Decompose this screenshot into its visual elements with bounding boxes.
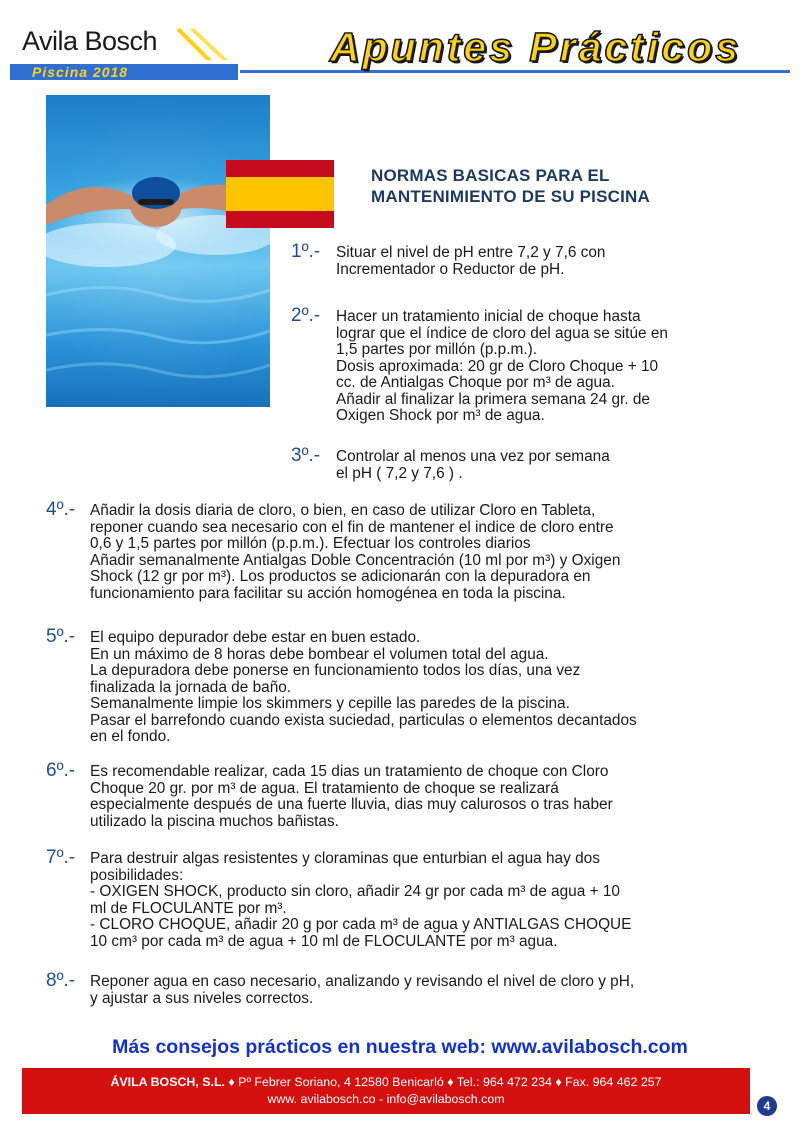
swimmer-photo	[46, 95, 270, 407]
footer-address: ♦ Pº Febrer Soriano, 4 12580 Benicarló ♦ Tel.: 964 472 234 ♦ Fax. 964 462 257	[224, 1075, 662, 1089]
item-line: Incrementador o Reductor de pH.	[336, 260, 565, 278]
list-item	[336, 449, 610, 482]
website-callout: Más consejos prácticos en nuestra web: www.avilabosch.com	[112, 1036, 688, 1058]
footer-address-line	[22, 1068, 750, 1089]
item-line: En un máximo de 8 horas debe bombear el volumen total del agua.	[90, 645, 549, 663]
page-header	[0, 0, 800, 90]
item-line: Semanalmente limpie los skimmers y cepille las paredes de la piscina.	[90, 695, 570, 712]
page-title: Apuntes Prácticos	[330, 24, 741, 70]
brand-name: Avila Bosch	[22, 26, 158, 56]
item-line: cc. de Antialgas Choque por m³ de agua.	[336, 374, 615, 391]
item-line: ml de FLOCULANTE por m³.	[90, 899, 287, 917]
footer-company: ÁVILA BOSCH, S.L.	[110, 1075, 225, 1089]
brand-subtitle: Piscina 2018	[10, 64, 238, 80]
list-item	[90, 630, 637, 746]
item-line: Oxigen Shock por m³ de agua.	[336, 407, 545, 424]
section-title-line-2: MANTENIMIENTO DE SU PISCINA	[371, 187, 650, 206]
item-number: 2º.-	[291, 305, 321, 326]
spain-flag-icon	[226, 160, 334, 228]
item-line: funcionamiento para facilitar su acción homogénea en toda la piscina.	[90, 584, 566, 602]
item-line: Para destruir algas resistentes y cloraminas que enturbian el agua hay dos	[90, 850, 600, 867]
item-line: lograr que el índice de cloro del agua se sitúe en	[336, 324, 668, 342]
list-item	[336, 309, 668, 425]
page-number-badge: 4	[757, 1096, 777, 1116]
item-line: La depuradora debe ponerse en funcionamiento todos los días, una vez	[90, 662, 581, 679]
item-line: Dosis aproximada: 20 gr de Cloro Choque + 10	[336, 357, 659, 375]
list-item	[90, 851, 631, 950]
item-line: Es recomendable realizar, cada 15 dias un tratamiento de choque con Cloro	[90, 763, 609, 780]
item-line: Añadir la dosis diaria de cloro, o bien, en caso de utilizar Cloro en Tableta,	[90, 502, 596, 519]
item-line: Controlar al menos una vez por semana	[336, 448, 610, 465]
item-line: Choque 20 gr. por m³ de agua. El tratamiento de choque se realizará	[90, 779, 559, 797]
item-line: utilizado la piscina muchos bañistas.	[90, 812, 339, 830]
list-item	[90, 503, 620, 602]
item-number: 6º.-	[46, 760, 76, 781]
item-line: y ajustar a sus niveles correctos.	[90, 989, 314, 1007]
item-number: 3º.-	[291, 445, 321, 466]
item-line: en el fondo.	[90, 728, 171, 745]
item-line: Añadir al finalizar la primera semana 24 gr. de	[336, 390, 650, 408]
list-item	[90, 764, 613, 830]
brand-swoosh-icon	[150, 24, 240, 64]
item-line: finalizada la jornada de baño.	[90, 678, 292, 696]
list-item	[90, 974, 634, 1007]
item-line: - OXIGEN SHOCK, producto sin cloro, añadir 24 gr por cada m³ de agua + 10	[90, 883, 620, 900]
page-footer	[22, 1068, 750, 1114]
item-number: 4º.-	[46, 499, 76, 520]
item-line: reponer cuando sea necesario con el fin de mantener el indice de cloro entre	[90, 518, 614, 536]
item-line: el pH ( 7,2 y 7,6 ) .	[336, 464, 463, 482]
item-line: 10 cm³ por cada m³ de agua + 10 ml de FLOCULANTE por m³ agua.	[90, 932, 558, 950]
item-line: posibilidades:	[90, 866, 184, 884]
item-number: 7º.-	[46, 847, 76, 868]
item-line: especialmente después de una fuerte lluvia, dias muy calurosos o tras haber	[90, 796, 613, 813]
list-item	[336, 245, 606, 278]
item-number: 8º.-	[46, 970, 76, 991]
item-number: 1º.-	[291, 241, 321, 262]
item-line: 0,6 y 1,5 partes por millón (p.p.m.). Efectuar los controles diarios	[90, 535, 531, 552]
item-number: 5º.-	[46, 626, 76, 647]
item-line: - CLORO CHOQUE, añadir 20 g por cada m³ de agua y ANTIALGAS CHOQUE	[90, 916, 632, 933]
section-title-line-1: NORMAS BASICAS PARA EL	[371, 166, 610, 185]
item-line: Situar el nivel de pH entre 7,2 y 7,6 con	[336, 244, 606, 261]
item-line: Shock (12 gr por m³). Los productos se adicionarán con la depuradora en	[90, 568, 591, 585]
footer-contact: www. avilabosch.co - info@avilabosch.com	[267, 1092, 505, 1106]
item-line: El equipo depurador debe estar en buen estado.	[90, 629, 421, 646]
item-line: Hacer un tratamiento inicial de choque hasta	[336, 308, 641, 325]
item-line: 1,5 partes por millón (p.p.m.).	[336, 341, 538, 358]
section-title	[371, 165, 650, 207]
item-line: Añadir semanalmente Antialgas Doble Concentración (10 ml por m³) y Oxigen	[90, 551, 621, 569]
item-line: Pasar el barrefondo cuando exista suciedad, particulas o elementos decantados	[90, 711, 637, 729]
item-line: Reponer agua en caso necesario, analizando y revisando el nivel de cloro y pH,	[90, 973, 635, 990]
